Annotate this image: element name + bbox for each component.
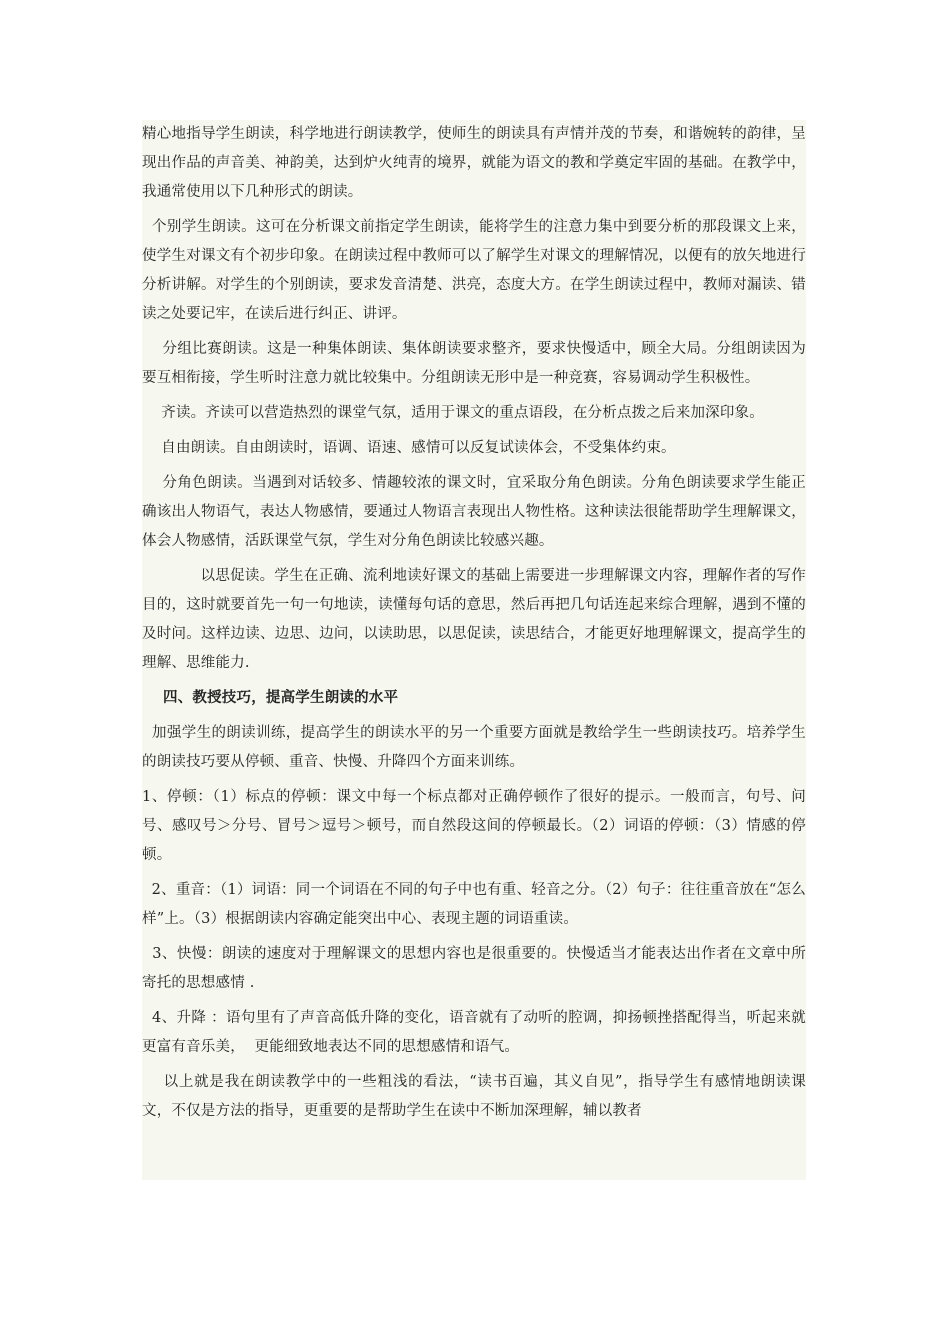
- paragraph-conclusion: 以上就是我在朗读教学中的一些粗浅的看法，“读书百遍，其义自见”，指导学生有感情地朗读课文，不仅是方法的指导，更重要的是帮助学生在读中不断加深理解，辅以教者: [142, 1074, 806, 1119]
- paragraph-intonation: 4、升降 ：语句里有了声音高低升降的变化，语音就有了动听的腔调，抑扬顿挫搭配得当，听起来就更富有音乐美， 更能细致地表达不同的思想感情和语气。: [142, 1010, 806, 1055]
- paragraph-free-reading: 自由朗读。自由朗读时，语调、语速、感情可以反复试读体会，不受集体约束。: [142, 440, 676, 456]
- paragraph-speed: 3、快慢：朗读的速度对于理解课文的思想内容也是很重要的。快慢适当才能表达出作者在文章中所寄托的思想感情 .: [142, 946, 806, 991]
- paragraph-choral-reading: 齐读。齐读可以营造热烈的课堂气氛，适用于课文的重点语段，在分析点拨之后来加深印象。: [142, 405, 764, 421]
- paragraph-intro: 精心地指导学生朗读，科学地进行朗读教学，使师生的朗读具有声情并茂的节奏，和谐婉转的韵律，呈现出作品的声音美、神韵美，达到炉火纯青的境界，就能为语文的教和学奠定牢固的基础。在教学中，我通常使用以下几种形式的朗读。: [142, 126, 806, 200]
- paragraph-stress: 2、重音：（1）词语：同一个词语在不同的句子中也有重、轻音之分。（2）句子：往往重音放在“怎么样”上。（3）根据朗读内容确定能突出中心、表现主题的词语重读。: [142, 882, 806, 927]
- paragraph-group-reading: 分组比赛朗读。这是一种集体朗读、集体朗读要求整齐，要求快慢适中，顾全大局。分组朗读因为要互相衔接，学生听时注意力就比较集中。分组朗读无形中是一种竞赛，容易调动学生积极性。: [142, 341, 806, 386]
- article-body: [142, 120, 806, 1180]
- paragraph-pause: 1、停顿：（1）标点的停顿：课文中每一个标点都对正确停顿作了很好的提示。一般而言，句号、问号、感叹号＞分号、冒号＞逗号＞顿号，而自然段这间的停顿最长。（2）词语的停顿：（3）情感的停顿。: [142, 789, 806, 863]
- paragraph-techniques: 加强学生的朗读训练，提高学生的朗读水平的另一个重要方面就是教给学生一些朗读技巧。培养学生的朗读技巧要从停顿、重音、快慢、升降四个方面来训练。: [142, 725, 806, 770]
- section-heading: 四、教授技巧，提高学生朗读的水平: [142, 690, 399, 706]
- paragraph-individual-reading: 个别学生朗读。这可在分析课文前指定学生朗读，能将学生的注意力集中到要分析的那段课文上来，使学生对课文有个初步印象。在朗读过程中教师可以了解学生对课文的理解情况，以便有的放矢地进行分析讲解。对学生的个别朗读，要求发音清楚、洪亮，态度大方。在学生朗读过程中，教师对漏读、错读之处要记牢，在读后进行纠正、讲评。: [142, 219, 806, 322]
- paragraph-thinking-reading: 以思促读。学生在正确、流利地读好课文的基础上需要进一步理解课文内容，理解作者的写作目的，这时就要首先一句一句地读，读懂每句话的意思，然后再把几句话连起来综合理解，遇到不懂的及时问。这样边读、边思、边问，以读助思，以思促读，读思结合，才能更好地理解课文，提高学生的理解、思维能力.: [142, 568, 806, 671]
- paragraph-role-reading: 分角色朗读。当遇到对话较多、情趣较浓的课文时，宜采取分角色朗读。分角色朗读要求学生能正确该出人物语气，表达人物感情，要通过人物语言表现出人物性格。这种读法很能帮助学生理解课文，体会人物感情，活跃课堂气氛，学生对分角色朗读比较感兴趣。: [142, 475, 806, 549]
